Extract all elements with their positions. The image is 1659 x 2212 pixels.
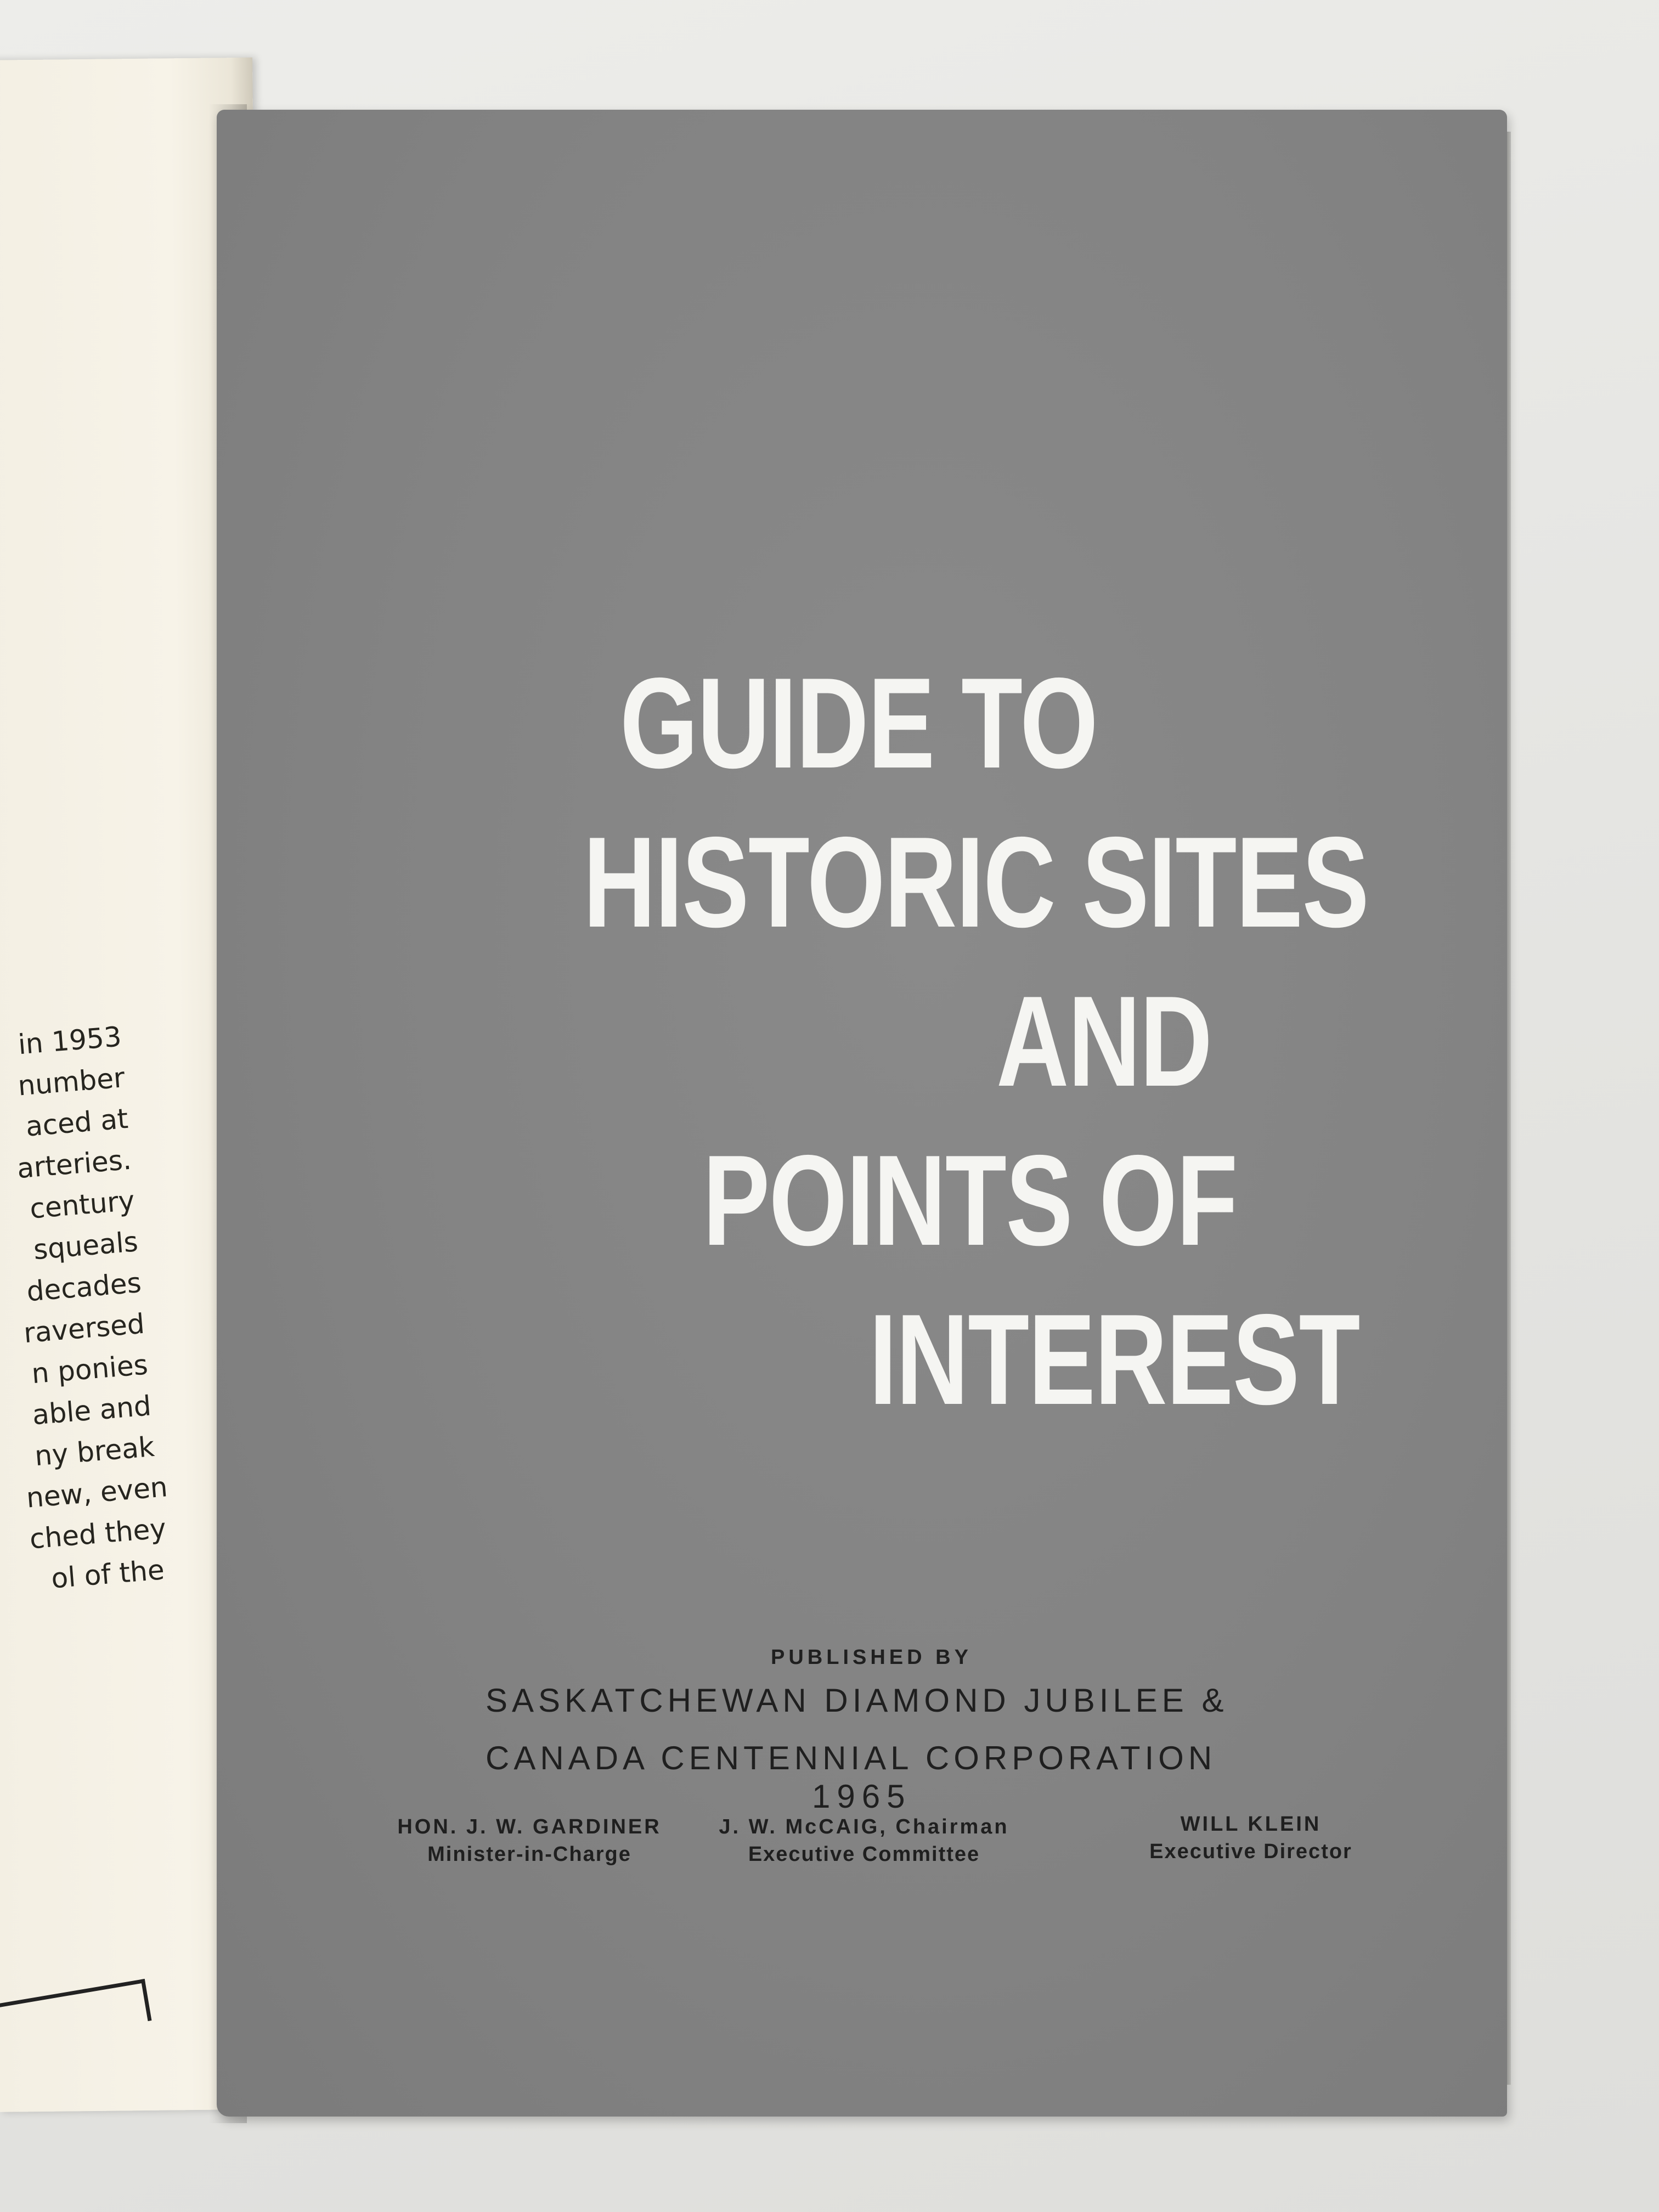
credit-name: WILL KLEIN [1180, 1813, 1322, 1836]
left-text-line: new, even [25, 1471, 169, 1514]
credit-role: Minister-in-Charge [427, 1843, 631, 1866]
left-text-line: ol of the [50, 1554, 166, 1595]
left-text-line: raversed [22, 1307, 146, 1350]
published-by-label: PUBLISHED BY [771, 1646, 972, 1669]
left-page-text [0, 1016, 169, 1601]
left-page-line-figure [0, 1979, 151, 2047]
left-text-line: number [16, 1062, 126, 1102]
title-line: POINTS OF [703, 1128, 1237, 1272]
publication-year: 1965 [812, 1778, 912, 1815]
credit-role: Executive Committee [748, 1843, 980, 1866]
corporation-name-line-1: SASKATCHEWAN DIAMOND JUBILEE & [486, 1682, 1228, 1719]
title-line: INTEREST [869, 1287, 1359, 1431]
left-text-line: arteries. [15, 1143, 133, 1185]
left-text-line: ny break [33, 1430, 156, 1472]
left-text-line: in 1953 [16, 1020, 123, 1061]
left-text-line: century [29, 1184, 136, 1225]
left-text-line: n ponies [30, 1348, 149, 1390]
title-line: HISTORIC SITES [583, 810, 1369, 954]
credit-mccaig [694, 1813, 1034, 1868]
credit-name: HON. J. W. GARDINER [397, 1815, 662, 1838]
corporation-name-line-2: CANADA CENTENNIAL CORPORATION [486, 1740, 1217, 1776]
title-line: AND [996, 969, 1212, 1113]
credit-name: J. W. McCAIG, Chairman [719, 1815, 1009, 1838]
left-text-line: decades [25, 1266, 143, 1308]
publisher-block [217, 110, 1507, 2117]
left-text-line: squeals [32, 1226, 139, 1266]
left-text-line: ched they [28, 1512, 167, 1555]
left-text-line: aced at [24, 1102, 129, 1143]
credit-role: Executive Director [1149, 1840, 1352, 1863]
credit-klein [1086, 1810, 1415, 1865]
credit-gardiner [365, 1813, 694, 1868]
title-line: GUIDE TO [620, 651, 1098, 795]
left-text-line: able and [31, 1390, 153, 1431]
booklet-title-page [217, 110, 1507, 2117]
